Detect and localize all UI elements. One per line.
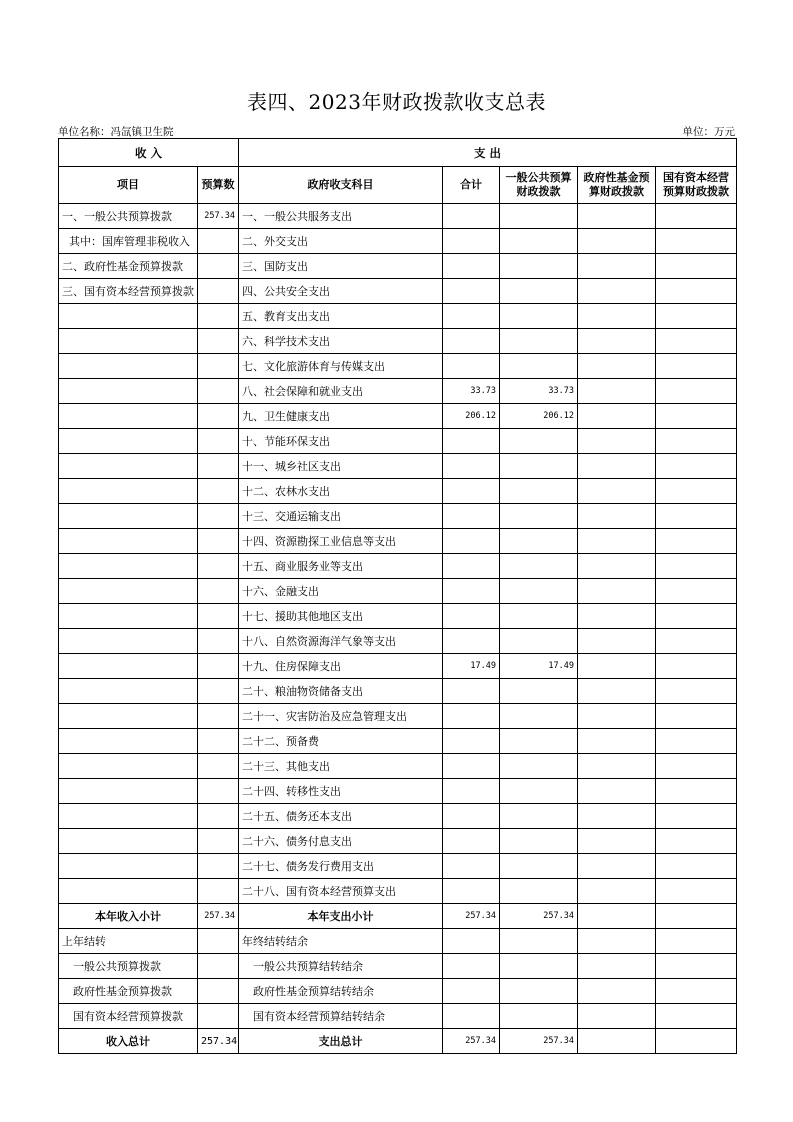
- expense-subject-cell: 四、公共安全支出: [239, 279, 443, 304]
- carryover-income-cell: 上年结转: [59, 929, 198, 954]
- expense-total-cell: [443, 629, 500, 654]
- expense-gov-fund-cell: [578, 454, 656, 479]
- income-budget-cell: [198, 254, 239, 279]
- carryover-expense-value: [578, 1004, 656, 1029]
- expense-general-cell: 33.73: [500, 379, 578, 404]
- table-row: [59, 754, 737, 779]
- expense-state-capital-cell: [656, 779, 737, 804]
- expense-state-capital-cell: [656, 504, 737, 529]
- expense-gov-fund-cell: [578, 254, 656, 279]
- expense-total-cell: [443, 754, 500, 779]
- expense-total-cell: [443, 279, 500, 304]
- expense-general-cell: [500, 354, 578, 379]
- expense-subject-cell: 十三、交通运输支出: [239, 504, 443, 529]
- expense-general-cell: [500, 254, 578, 279]
- expense-state-capital-cell: [656, 554, 737, 579]
- carryover-expense-value: [578, 929, 656, 954]
- expense-total-cell: [443, 579, 500, 604]
- expense-grand-total-state-capital: [656, 1029, 737, 1054]
- expense-total-cell: 17.49: [443, 654, 500, 679]
- page-title: 表四、2023年财政拨款收支总表: [247, 90, 546, 114]
- subtotal-row: [59, 904, 737, 929]
- expense-subject-cell: 二十八、国有资本经营预算支出: [239, 879, 443, 904]
- table-row: [59, 629, 737, 654]
- carryover-expense-value: [500, 954, 578, 979]
- income-item-cell: [59, 654, 198, 679]
- expense-subject-cell: 十八、自然资源海洋气象等支出: [239, 629, 443, 654]
- income-budget-cell: [198, 404, 239, 429]
- income-budget-cell: [198, 529, 239, 554]
- col-header-gov-fund: 政府性基金预算财政拨款: [578, 167, 656, 204]
- income-budget-cell: [198, 429, 239, 454]
- income-budget-cell: [198, 354, 239, 379]
- expense-total-cell: [443, 779, 500, 804]
- income-budget-cell: [198, 579, 239, 604]
- expense-general-cell: [500, 504, 578, 529]
- table-row: [59, 554, 737, 579]
- expense-general-cell: 206.12: [500, 404, 578, 429]
- expense-gov-fund-cell: [578, 679, 656, 704]
- grand-total-row: [59, 1029, 737, 1054]
- expense-state-capital-cell: [656, 529, 737, 554]
- expense-state-capital-cell: [656, 304, 737, 329]
- expense-general-cell: [500, 879, 578, 904]
- expense-gov-fund-cell: [578, 304, 656, 329]
- expense-state-capital-cell: [656, 804, 737, 829]
- expense-general-cell: [500, 704, 578, 729]
- income-budget-cell: [198, 704, 239, 729]
- expense-total-cell: [443, 804, 500, 829]
- expense-subject-cell: 二十二、预备费: [239, 729, 443, 754]
- income-budget-cell: [198, 329, 239, 354]
- expense-state-capital-cell: [656, 379, 737, 404]
- expense-total-cell: [443, 229, 500, 254]
- expense-gov-fund-cell: [578, 379, 656, 404]
- table-row: [59, 779, 737, 804]
- expense-general-cell: [500, 729, 578, 754]
- expense-gov-fund-cell: [578, 654, 656, 679]
- expense-total-cell: [443, 354, 500, 379]
- carryover-income-value: [198, 979, 239, 1004]
- expense-gov-fund-cell: [578, 829, 656, 854]
- table-row: [59, 729, 737, 754]
- expense-total-cell: [443, 454, 500, 479]
- expense-gov-fund-cell: [578, 754, 656, 779]
- expense-gov-fund-cell: [578, 729, 656, 754]
- expense-gov-fund-cell: [578, 354, 656, 379]
- table-row: [59, 204, 737, 229]
- expense-state-capital-cell: [656, 579, 737, 604]
- table-row: [59, 879, 737, 904]
- income-item-cell: 三、国有资本经营预算拨款: [59, 279, 198, 304]
- income-item-cell: [59, 854, 198, 879]
- carryover-income-value: [198, 954, 239, 979]
- expense-state-capital-cell: [656, 854, 737, 879]
- expense-state-capital-cell: [656, 629, 737, 654]
- expense-state-capital-cell: [656, 454, 737, 479]
- expense-general-cell: [500, 529, 578, 554]
- expense-gov-fund-cell: [578, 229, 656, 254]
- section-header-row: [59, 139, 737, 167]
- expense-gov-fund-cell: [578, 479, 656, 504]
- income-budget-cell: [198, 454, 239, 479]
- income-budget-cell: [198, 754, 239, 779]
- income-budget-cell: [198, 279, 239, 304]
- carryover-income-value: [198, 929, 239, 954]
- expense-total-cell: [443, 554, 500, 579]
- expense-subject-cell: 十五、商业服务业等支出: [239, 554, 443, 579]
- income-item-cell: [59, 829, 198, 854]
- expense-total-cell: [443, 329, 500, 354]
- carryover-row: [59, 979, 737, 1004]
- income-budget-cell: [198, 379, 239, 404]
- col-header-subject: 政府收支科目: [239, 167, 443, 204]
- income-budget-cell: 257.34: [198, 204, 239, 229]
- expense-state-capital-cell: [656, 604, 737, 629]
- expense-subject-cell: 七、文化旅游体育与传媒支出: [239, 354, 443, 379]
- expense-gov-fund-cell: [578, 629, 656, 654]
- income-item-cell: [59, 604, 198, 629]
- expense-grand-total-label: 支出总计: [239, 1029, 443, 1054]
- expense-general-cell: [500, 679, 578, 704]
- carryover-expense-value: [500, 929, 578, 954]
- income-budget-cell: [198, 629, 239, 654]
- carryover-expense-cell: 年终结转结余: [239, 929, 443, 954]
- expense-subject-cell: 十四、资源勘探工业信息等支出: [239, 529, 443, 554]
- carryover-income-value: [198, 1004, 239, 1029]
- unit-name: 单位名称：冯氙镇卫生院: [58, 126, 174, 138]
- expense-state-capital-cell: [656, 329, 737, 354]
- income-item-cell: [59, 879, 198, 904]
- income-item-cell: [59, 629, 198, 654]
- table-row: [59, 229, 737, 254]
- expense-state-capital-cell: [656, 204, 737, 229]
- expense-gov-fund-cell: [578, 279, 656, 304]
- table-row: [59, 829, 737, 854]
- expense-gov-fund-cell: [578, 879, 656, 904]
- expense-general-cell: [500, 229, 578, 254]
- income-item-cell: 其中：国库管理非税收入: [59, 229, 198, 254]
- expense-grand-total-total: 257.34: [443, 1029, 500, 1054]
- carryover-expense-value: [656, 929, 737, 954]
- expense-gov-fund-cell: [578, 579, 656, 604]
- income-item-cell: [59, 754, 198, 779]
- carryover-expense-value: [443, 929, 500, 954]
- expense-state-capital-cell: [656, 729, 737, 754]
- table-row: [59, 579, 737, 604]
- income-item-cell: [59, 479, 198, 504]
- carryover-expense-value: [656, 979, 737, 1004]
- income-subtotal-label: 本年收入小计: [59, 904, 198, 929]
- expense-state-capital-cell: [656, 254, 737, 279]
- expense-section-header: 支 出: [239, 139, 737, 167]
- expense-general-cell: [500, 804, 578, 829]
- income-budget-cell: [198, 804, 239, 829]
- table-row: [59, 279, 737, 304]
- expense-total-cell: [443, 854, 500, 879]
- expense-grand-total-general: 257.34: [500, 1029, 578, 1054]
- expense-state-capital-cell: [656, 754, 737, 779]
- expense-state-capital-cell: [656, 354, 737, 379]
- expense-subtotal-total: 257.34: [443, 904, 500, 929]
- income-budget-cell: [198, 554, 239, 579]
- carryover-row: [59, 1004, 737, 1029]
- expense-subject-cell: 三、国防支出: [239, 254, 443, 279]
- col-header-item: 项目: [59, 167, 198, 204]
- carryover-expense-value: [656, 954, 737, 979]
- income-item-cell: [59, 404, 198, 429]
- expense-state-capital-cell: [656, 679, 737, 704]
- expense-subject-cell: 九、卫生健康支出: [239, 404, 443, 429]
- expense-gov-fund-cell: [578, 804, 656, 829]
- expense-gov-fund-cell: [578, 329, 656, 354]
- income-budget-cell: [198, 729, 239, 754]
- expense-total-cell: [443, 479, 500, 504]
- expense-total-cell: [443, 429, 500, 454]
- carryover-income-cell: 国有资本经营预算拨款: [59, 1004, 198, 1029]
- expense-state-capital-cell: [656, 404, 737, 429]
- expense-total-cell: [443, 679, 500, 704]
- carryover-expense-value: [656, 1004, 737, 1029]
- table-row: [59, 329, 737, 354]
- table-row: [59, 704, 737, 729]
- expense-gov-fund-cell: [578, 204, 656, 229]
- carryover-row: [59, 929, 737, 954]
- carryover-income-cell: 政府性基金预算拨款: [59, 979, 198, 1004]
- col-header-state-capital: 国有资本经营预算财政拨款: [656, 167, 737, 204]
- income-item-cell: [59, 504, 198, 529]
- income-item-cell: [59, 429, 198, 454]
- income-item-cell: [59, 529, 198, 554]
- expense-subject-cell: 十二、农林水支出: [239, 479, 443, 504]
- expense-state-capital-cell: [656, 829, 737, 854]
- carryover-income-cell: 一般公共预算拨款: [59, 954, 198, 979]
- income-budget-cell: [198, 304, 239, 329]
- expense-subject-cell: 十、节能环保支出: [239, 429, 443, 454]
- expense-general-cell: [500, 579, 578, 604]
- income-budget-cell: [198, 829, 239, 854]
- expense-general-cell: [500, 554, 578, 579]
- income-grand-total-value: 257.34: [198, 1029, 239, 1054]
- unit-label: 单位：万元: [682, 126, 735, 138]
- income-item-cell: [59, 379, 198, 404]
- col-header-budget: 预算数: [198, 167, 239, 204]
- expense-grand-total-gov-fund: [578, 1029, 656, 1054]
- expense-gov-fund-cell: [578, 779, 656, 804]
- expense-total-cell: [443, 604, 500, 629]
- expense-subject-cell: 二十五、债务还本支出: [239, 804, 443, 829]
- income-budget-cell: [198, 879, 239, 904]
- income-budget-cell: [198, 854, 239, 879]
- expense-total-cell: [443, 704, 500, 729]
- income-section-header: 收 入: [59, 139, 239, 167]
- expense-total-cell: [443, 829, 500, 854]
- col-header-total: 合计: [443, 167, 500, 204]
- expense-general-cell: [500, 204, 578, 229]
- expense-state-capital-cell: [656, 879, 737, 904]
- income-item-cell: [59, 804, 198, 829]
- carryover-row: [59, 954, 737, 979]
- expense-total-cell: [443, 529, 500, 554]
- expense-gov-fund-cell: [578, 429, 656, 454]
- expense-subject-cell: 二十一、灾害防治及应急管理支出: [239, 704, 443, 729]
- expense-total-cell: [443, 204, 500, 229]
- expense-state-capital-cell: [656, 429, 737, 454]
- expense-total-cell: [443, 729, 500, 754]
- table-row: [59, 804, 737, 829]
- carryover-expense-value: [500, 979, 578, 1004]
- expense-state-capital-cell: [656, 704, 737, 729]
- income-item-cell: [59, 354, 198, 379]
- expense-gov-fund-cell: [578, 529, 656, 554]
- income-grand-total-label: 收入总计: [59, 1029, 198, 1054]
- expense-general-cell: [500, 829, 578, 854]
- expense-subtotal-general: 257.34: [500, 904, 578, 929]
- table-row: [59, 679, 737, 704]
- expense-state-capital-cell: [656, 479, 737, 504]
- expense-gov-fund-cell: [578, 854, 656, 879]
- expense-subject-cell: 六、科学技术支出: [239, 329, 443, 354]
- expense-subtotal-label: 本年支出小计: [239, 904, 443, 929]
- expense-state-capital-cell: [656, 279, 737, 304]
- table-row: [59, 354, 737, 379]
- income-budget-cell: [198, 479, 239, 504]
- carryover-expense-cell: 政府性基金预算结转结余: [239, 979, 443, 1004]
- expense-gov-fund-cell: [578, 704, 656, 729]
- expense-total-cell: [443, 504, 500, 529]
- expense-subject-cell: 二十六、债务付息支出: [239, 829, 443, 854]
- table-row: [59, 254, 737, 279]
- expense-gov-fund-cell: [578, 554, 656, 579]
- table-row: [59, 529, 737, 554]
- expense-general-cell: [500, 604, 578, 629]
- expense-subject-cell: 二十三、其他支出: [239, 754, 443, 779]
- expense-general-cell: [500, 754, 578, 779]
- expense-subject-cell: 八、社会保障和就业支出: [239, 379, 443, 404]
- col-header-general: 一般公共预算财政拨款: [500, 167, 578, 204]
- table-row: [59, 604, 737, 629]
- expense-subject-cell: 十七、援助其他地区支出: [239, 604, 443, 629]
- income-budget-cell: [198, 779, 239, 804]
- expense-total-cell: [443, 254, 500, 279]
- expense-general-cell: [500, 279, 578, 304]
- expense-total-cell: [443, 304, 500, 329]
- income-budget-cell: [198, 604, 239, 629]
- carryover-expense-value: [443, 979, 500, 1004]
- table-row: [59, 429, 737, 454]
- income-item-cell: 二、政府性基金预算拨款: [59, 254, 198, 279]
- income-subtotal-value: 257.34: [198, 904, 239, 929]
- expense-subject-cell: 十六、金融支出: [239, 579, 443, 604]
- carryover-expense-cell: 一般公共预算结转结余: [239, 954, 443, 979]
- expense-subject-cell: 十一、城乡社区支出: [239, 454, 443, 479]
- expense-subject-cell: 二十四、转移性支出: [239, 779, 443, 804]
- column-header-row: [59, 167, 737, 204]
- income-item-cell: [59, 579, 198, 604]
- table-row: [59, 854, 737, 879]
- expense-general-cell: [500, 454, 578, 479]
- expense-total-cell: 33.73: [443, 379, 500, 404]
- income-item-cell: [59, 729, 198, 754]
- expense-state-capital-cell: [656, 654, 737, 679]
- table-row: [59, 654, 737, 679]
- expense-total-cell: [443, 879, 500, 904]
- carryover-expense-value: [443, 1004, 500, 1029]
- expense-subtotal-state-capital: [656, 904, 737, 929]
- income-budget-cell: [198, 504, 239, 529]
- income-item-cell: [59, 704, 198, 729]
- table-row: [59, 404, 737, 429]
- expense-gov-fund-cell: [578, 404, 656, 429]
- table-row: [59, 504, 737, 529]
- carryover-expense-value: [578, 979, 656, 1004]
- table-row: [59, 379, 737, 404]
- expense-general-cell: [500, 329, 578, 354]
- expense-subject-cell: 二十七、债务发行费用支出: [239, 854, 443, 879]
- expense-subject-cell: 二十、粮油物资储备支出: [239, 679, 443, 704]
- expense-general-cell: [500, 304, 578, 329]
- carryover-expense-value: [443, 954, 500, 979]
- carryover-expense-value: [578, 954, 656, 979]
- table-row: [59, 454, 737, 479]
- income-budget-cell: [198, 654, 239, 679]
- table-row: [59, 304, 737, 329]
- table-row: [59, 479, 737, 504]
- expense-general-cell: 17.49: [500, 654, 578, 679]
- expense-general-cell: [500, 854, 578, 879]
- income-item-cell: [59, 304, 198, 329]
- income-item-cell: 一、一般公共预算拨款: [59, 204, 198, 229]
- income-item-cell: [59, 554, 198, 579]
- income-item-cell: [59, 679, 198, 704]
- income-item-cell: [59, 329, 198, 354]
- income-item-cell: [59, 779, 198, 804]
- expense-gov-fund-cell: [578, 604, 656, 629]
- expense-general-cell: [500, 429, 578, 454]
- carryover-expense-value: [500, 1004, 578, 1029]
- carryover-expense-cell: 国有资本经营预算结转结余: [239, 1004, 443, 1029]
- expense-subject-cell: 五、教育支出支出: [239, 304, 443, 329]
- expense-subject-cell: 一、一般公共服务支出: [239, 204, 443, 229]
- budget-table: [58, 138, 737, 1054]
- income-budget-cell: [198, 229, 239, 254]
- expense-general-cell: [500, 779, 578, 804]
- expense-gov-fund-cell: [578, 504, 656, 529]
- expense-state-capital-cell: [656, 229, 737, 254]
- expense-subtotal-gov-fund: [578, 904, 656, 929]
- income-item-cell: [59, 454, 198, 479]
- expense-total-cell: 206.12: [443, 404, 500, 429]
- expense-subject-cell: 十九、住房保障支出: [239, 654, 443, 679]
- expense-subject-cell: 二、外交支出: [239, 229, 443, 254]
- expense-general-cell: [500, 479, 578, 504]
- expense-general-cell: [500, 629, 578, 654]
- income-budget-cell: [198, 679, 239, 704]
